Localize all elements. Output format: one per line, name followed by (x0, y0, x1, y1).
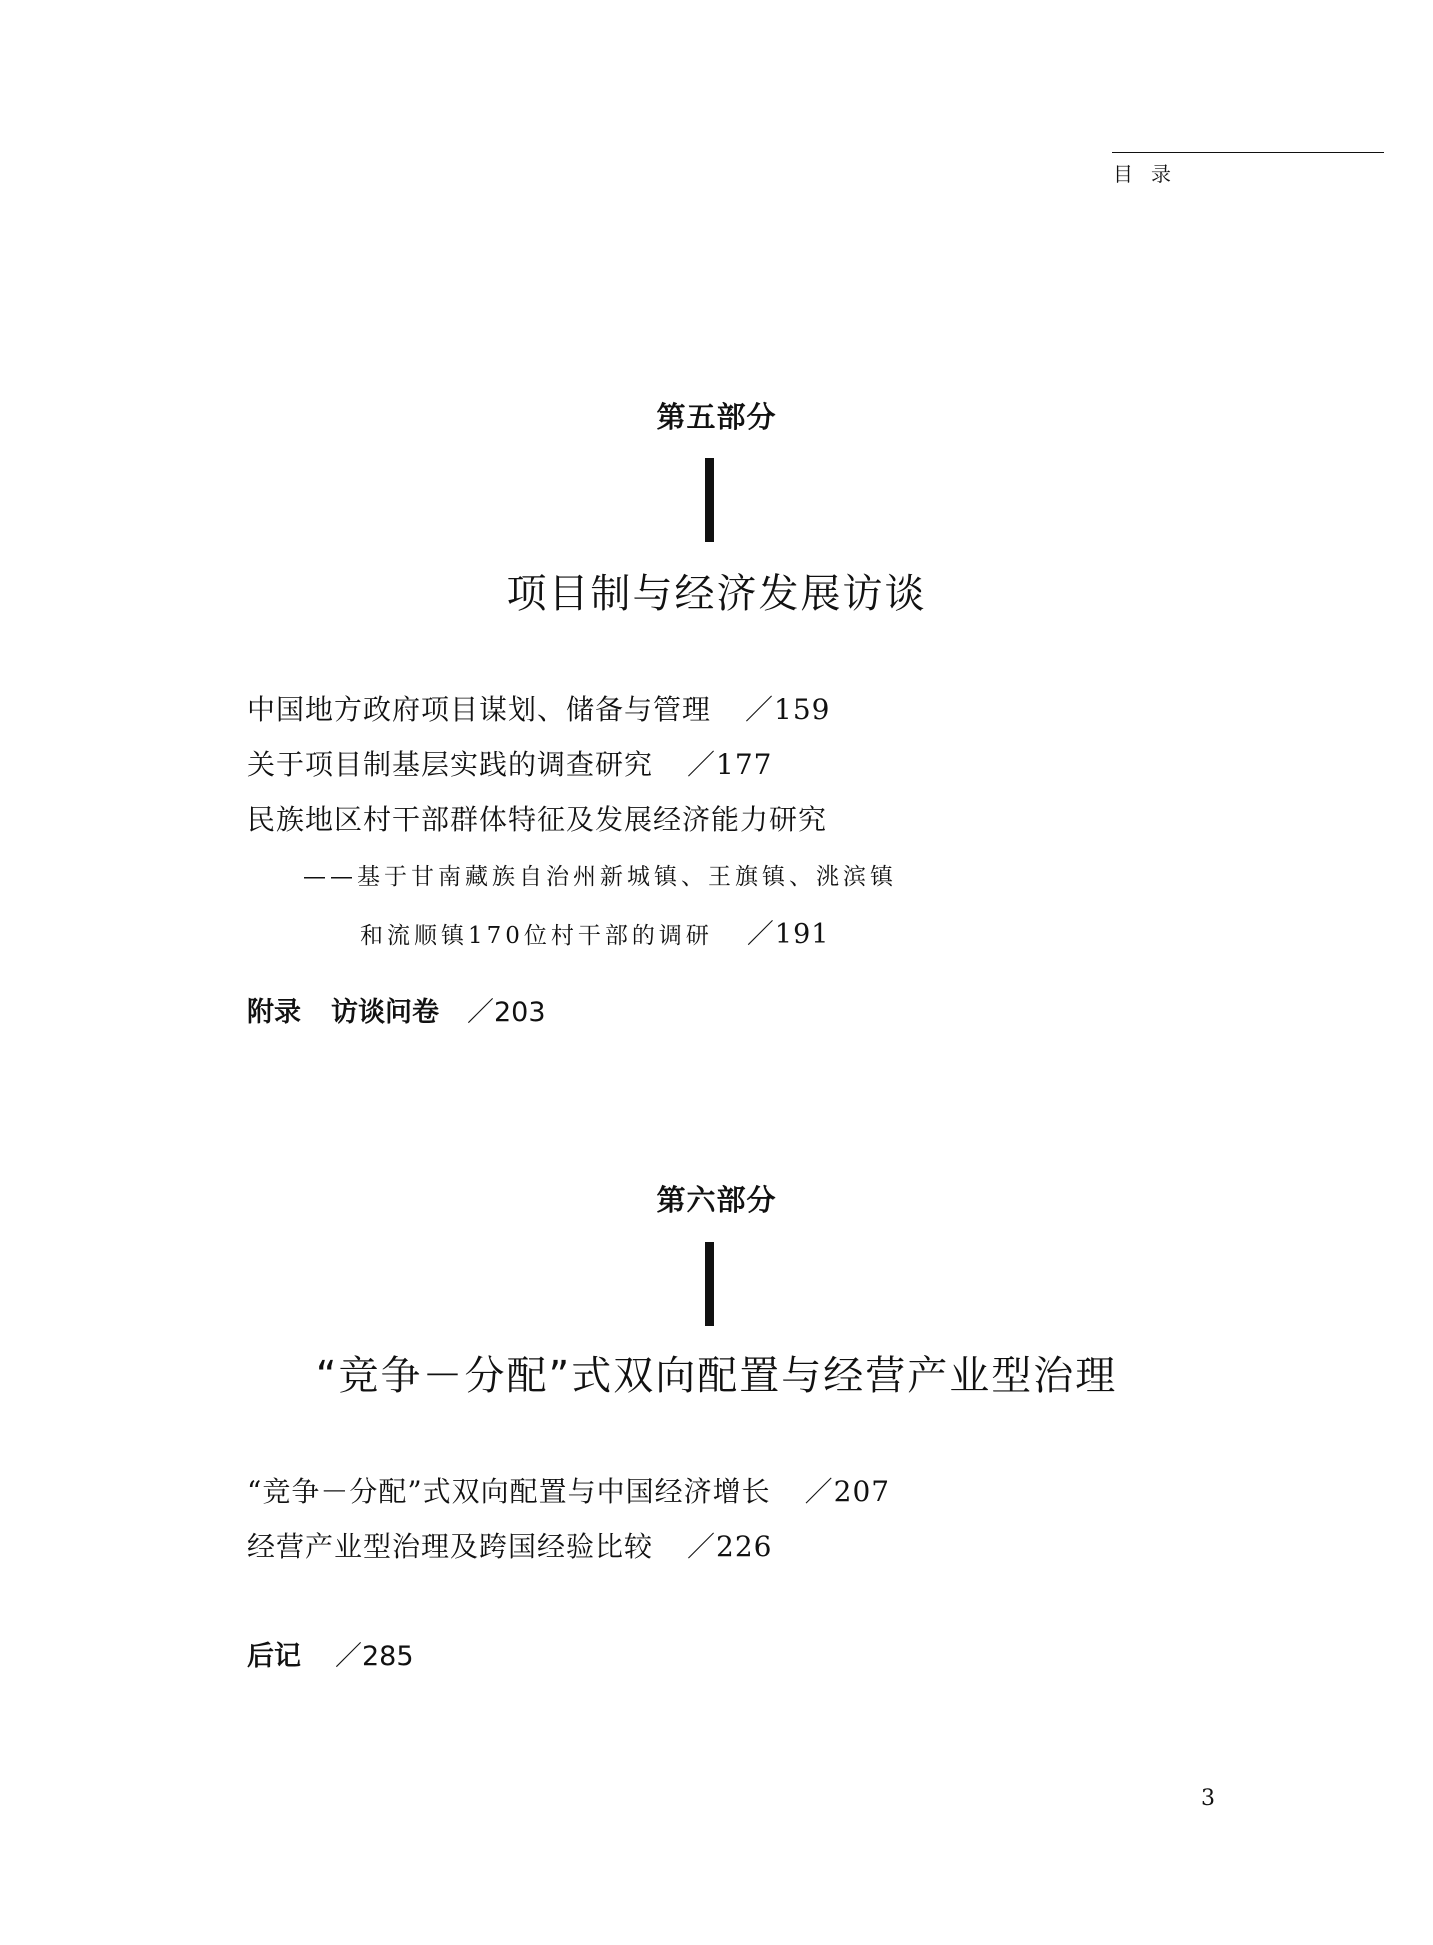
toc-entry-title: 中国地方政府项目谋划、储备与管理 (247, 693, 712, 726)
part-five-title: 项目制与经济发展访谈 (506, 571, 927, 617)
toc-entry-subtitle: ——基于甘南藏族自治州新城镇、王旗镇、洮滨镇 (303, 864, 897, 890)
part-six-divider-bar (705, 1242, 714, 1326)
toc-entry-title: 经营产业型治理及跨国经验比较 (247, 1530, 654, 1563)
toc-entry[interactable] (247, 798, 827, 838)
toc-entry[interactable] (247, 743, 772, 783)
toc-entry[interactable] (247, 688, 830, 728)
part-five-label: 第五部分 (656, 400, 777, 434)
afterword-entry[interactable] (247, 1634, 414, 1673)
part-six-label: 第六部分 (656, 1183, 777, 1217)
header-rule (1112, 152, 1384, 153)
page-number: 3 (1201, 1786, 1215, 1811)
toc-entry-page: ／159 (745, 693, 831, 726)
part-five-divider-bar (705, 458, 714, 542)
afterword-page: ／285 (335, 1641, 414, 1672)
toc-entry-page: ／207 (804, 1475, 891, 1508)
part-six-title: “竞争－分配”式双向配置与经营产业型治理 (315, 1353, 1118, 1399)
afterword-label: 后记 (247, 1641, 301, 1672)
toc-entry-page: ／191 (746, 919, 830, 950)
toc-entry-title: 民族地区村干部群体特征及发展经济能力研究 (247, 803, 828, 836)
appendix-label: 附录 (247, 997, 301, 1028)
appendix-title: 访谈问卷 (331, 997, 439, 1028)
appendix-entry[interactable] (247, 990, 546, 1029)
appendix-page: ／203 (467, 997, 546, 1028)
toc-entry-subtitle-cont[interactable] (360, 912, 829, 951)
running-header: 目录 (1113, 162, 1189, 186)
toc-entry-subtitle-text: 和流顺镇170位村干部的调研 (360, 923, 713, 949)
toc-entry-title: “竞争－分配”式双向配置与中国经济增长 (247, 1475, 771, 1508)
toc-entry-title: 关于项目制基层实践的调查研究 (247, 748, 654, 781)
toc-entry-page: ／177 (687, 748, 773, 781)
toc-entry[interactable] (247, 1470, 890, 1510)
toc-entry[interactable] (247, 1525, 772, 1565)
toc-entry-page: ／226 (687, 1530, 773, 1563)
